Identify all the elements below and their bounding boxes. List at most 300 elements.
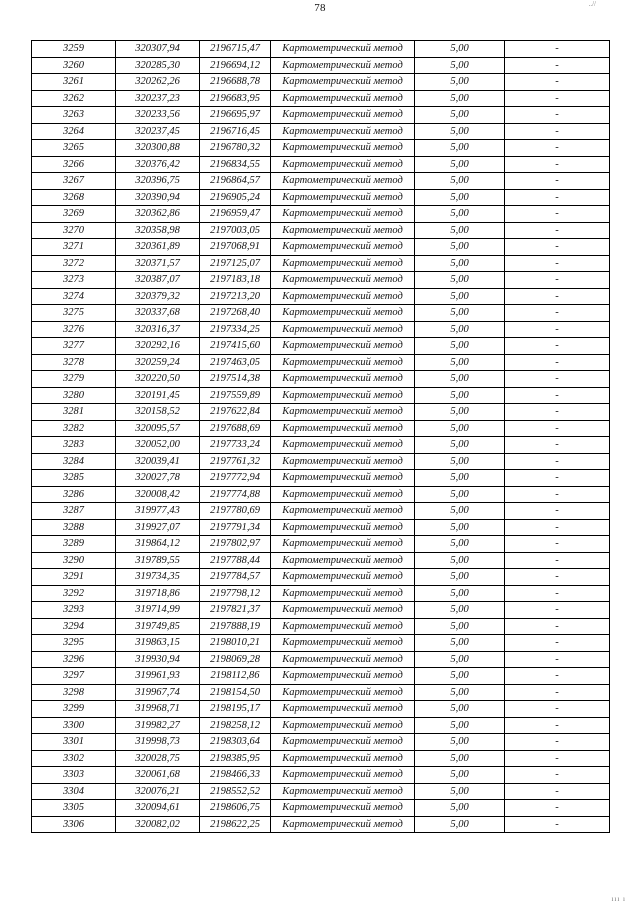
description-cell: - [505,288,610,305]
table-row [32,338,610,355]
x-coordinate-cell: 320237,23 [116,90,200,107]
accuracy-cell: 5,00 [415,453,505,470]
accuracy-cell: 5,00 [415,618,505,635]
y-coordinate-cell: 2197774,88 [200,486,271,503]
y-coordinate-cell: 2196780,32 [200,140,271,157]
accuracy-cell: 5,00 [415,585,505,602]
accuracy-cell: 5,00 [415,602,505,619]
x-coordinate-cell: 320358,98 [116,222,200,239]
accuracy-cell: 5,00 [415,255,505,272]
accuracy-cell: 5,00 [415,206,505,223]
accuracy-cell: 5,00 [415,156,505,173]
x-coordinate-cell: 320028,75 [116,750,200,767]
x-coordinate-cell: 320008,42 [116,486,200,503]
method-cell: Картометрический метод [271,156,415,173]
x-coordinate-cell: 320061,68 [116,767,200,784]
y-coordinate-cell: 2196905,24 [200,189,271,206]
method-cell: Картометрический метод [271,552,415,569]
description-cell: - [505,338,610,355]
x-coordinate-cell: 320316,37 [116,321,200,338]
description-cell: - [505,387,610,404]
description-cell: - [505,206,610,223]
method-cell: Картометрический метод [271,371,415,388]
description-cell: - [505,536,610,553]
point-number-cell: 3287 [32,503,116,520]
y-coordinate-cell: 2196694,12 [200,57,271,74]
point-number-cell: 3260 [32,57,116,74]
method-cell: Картометрический метод [271,288,415,305]
point-number-cell: 3297 [32,668,116,685]
y-coordinate-cell: 2198622,25 [200,816,271,833]
description-cell: - [505,552,610,569]
y-coordinate-cell: 2197791,34 [200,519,271,536]
x-coordinate-cell: 319967,74 [116,684,200,701]
table-row [32,470,610,487]
method-cell: Картометрический метод [271,618,415,635]
method-cell: Картометрический метод [271,651,415,668]
description-cell: - [505,602,610,619]
point-number-cell: 3278 [32,354,116,371]
accuracy-cell: 5,00 [415,783,505,800]
method-cell: Картометрический метод [271,437,415,454]
point-number-cell: 3293 [32,602,116,619]
x-coordinate-cell: 320220,50 [116,371,200,388]
description-cell: - [505,239,610,256]
top-corner-mark: ..// [588,0,596,8]
method-cell: Картометрический метод [271,569,415,586]
method-cell: Картометрический метод [271,239,415,256]
description-cell: - [505,321,610,338]
table-row [32,371,610,388]
x-coordinate-cell: 319714,99 [116,602,200,619]
point-number-cell: 3269 [32,206,116,223]
y-coordinate-cell: 2197622,84 [200,404,271,421]
point-number-cell: 3264 [32,123,116,140]
method-cell: Картометрический метод [271,684,415,701]
point-number-cell: 3288 [32,519,116,536]
description-cell: - [505,305,610,322]
y-coordinate-cell: 2198385,95 [200,750,271,767]
table-row [32,767,610,784]
method-cell: Картометрический метод [271,123,415,140]
point-number-cell: 3263 [32,107,116,124]
y-coordinate-cell: 2197780,69 [200,503,271,520]
description-cell: - [505,750,610,767]
table-row [32,519,610,536]
description-cell: - [505,470,610,487]
accuracy-cell: 5,00 [415,57,505,74]
x-coordinate-cell: 320300,88 [116,140,200,157]
accuracy-cell: 5,00 [415,651,505,668]
y-coordinate-cell: 2197788,44 [200,552,271,569]
y-coordinate-cell: 2197888,19 [200,618,271,635]
point-number-cell: 3277 [32,338,116,355]
y-coordinate-cell: 2196716,45 [200,123,271,140]
accuracy-cell: 5,00 [415,717,505,734]
x-coordinate-cell: 320237,45 [116,123,200,140]
x-coordinate-cell: 320262,26 [116,74,200,91]
table-row [32,74,610,91]
description-cell: - [505,173,610,190]
y-coordinate-cell: 2196715,47 [200,41,271,58]
coordinates-table [31,40,610,833]
method-cell: Картометрический метод [271,734,415,751]
accuracy-cell: 5,00 [415,569,505,586]
table-row [32,206,610,223]
y-coordinate-cell: 2197559,89 [200,387,271,404]
table-row [32,123,610,140]
description-cell: - [505,767,610,784]
table-row [32,800,610,817]
y-coordinate-cell: 2198195,17 [200,701,271,718]
accuracy-cell: 5,00 [415,767,505,784]
y-coordinate-cell: 2197463,05 [200,354,271,371]
table-row [32,783,610,800]
point-number-cell: 3302 [32,750,116,767]
x-coordinate-cell: 319734,35 [116,569,200,586]
accuracy-cell: 5,00 [415,189,505,206]
y-coordinate-cell: 2197514,38 [200,371,271,388]
description-cell: - [505,635,610,652]
description-cell: - [505,486,610,503]
x-coordinate-cell: 319968,71 [116,701,200,718]
x-coordinate-cell: 320371,57 [116,255,200,272]
table-row [32,272,610,289]
x-coordinate-cell: 320376,42 [116,156,200,173]
point-number-cell: 3298 [32,684,116,701]
x-coordinate-cell: 319982,27 [116,717,200,734]
point-number-cell: 3265 [32,140,116,157]
point-number-cell: 3276 [32,321,116,338]
description-cell: - [505,668,610,685]
accuracy-cell: 5,00 [415,470,505,487]
description-cell: - [505,189,610,206]
point-number-cell: 3295 [32,635,116,652]
accuracy-cell: 5,00 [415,140,505,157]
y-coordinate-cell: 2198466,33 [200,767,271,784]
x-coordinate-cell: 320076,21 [116,783,200,800]
point-number-cell: 3279 [32,371,116,388]
method-cell: Картометрический метод [271,173,415,190]
table-row [32,503,610,520]
accuracy-cell: 5,00 [415,519,505,536]
table-row [32,57,610,74]
x-coordinate-cell: 320052,00 [116,437,200,454]
description-cell: - [505,90,610,107]
y-coordinate-cell: 2197798,12 [200,585,271,602]
method-cell: Картометрический метод [271,701,415,718]
method-cell: Картометрический метод [271,255,415,272]
accuracy-cell: 5,00 [415,635,505,652]
table-row [32,486,610,503]
table-row [32,569,610,586]
accuracy-cell: 5,00 [415,222,505,239]
description-cell: - [505,404,610,421]
description-cell: - [505,420,610,437]
x-coordinate-cell: 319718,86 [116,585,200,602]
method-cell: Картометрический метод [271,41,415,58]
point-number-cell: 3290 [32,552,116,569]
table-row [32,41,610,58]
x-coordinate-cell: 320094,61 [116,800,200,817]
table-row [32,255,610,272]
description-cell: - [505,701,610,718]
method-cell: Картометрический метод [271,189,415,206]
point-number-cell: 3289 [32,536,116,553]
point-number-cell: 3305 [32,800,116,817]
x-coordinate-cell: 320379,32 [116,288,200,305]
accuracy-cell: 5,00 [415,354,505,371]
y-coordinate-cell: 2198010,21 [200,635,271,652]
accuracy-cell: 5,00 [415,305,505,322]
point-number-cell: 3299 [32,701,116,718]
point-number-cell: 3274 [32,288,116,305]
x-coordinate-cell: 320292,16 [116,338,200,355]
method-cell: Картометрический метод [271,635,415,652]
method-cell: Картометрический метод [271,272,415,289]
table-row [32,701,610,718]
y-coordinate-cell: 2198552,52 [200,783,271,800]
accuracy-cell: 5,00 [415,684,505,701]
table-row [32,189,610,206]
table-row [32,354,610,371]
description-cell: - [505,734,610,751]
x-coordinate-cell: 320285,30 [116,57,200,74]
description-cell: - [505,41,610,58]
method-cell: Картометрический метод [271,57,415,74]
point-number-cell: 3296 [32,651,116,668]
accuracy-cell: 5,00 [415,123,505,140]
x-coordinate-cell: 320039,41 [116,453,200,470]
accuracy-cell: 5,00 [415,288,505,305]
table-row [32,618,610,635]
description-cell: - [505,816,610,833]
table-row [32,156,610,173]
method-cell: Картометрический метод [271,585,415,602]
x-coordinate-cell: 319789,55 [116,552,200,569]
table-row [32,750,610,767]
table-row [32,437,610,454]
description-cell: - [505,783,610,800]
y-coordinate-cell: 2197688,69 [200,420,271,437]
point-number-cell: 3281 [32,404,116,421]
method-cell: Картометрический метод [271,800,415,817]
description-cell: - [505,354,610,371]
accuracy-cell: 5,00 [415,41,505,58]
x-coordinate-cell: 320362,86 [116,206,200,223]
point-number-cell: 3273 [32,272,116,289]
table-row [32,90,610,107]
description-cell: - [505,437,610,454]
y-coordinate-cell: 2197761,32 [200,453,271,470]
description-cell: - [505,57,610,74]
accuracy-cell: 5,00 [415,74,505,91]
point-number-cell: 3301 [32,734,116,751]
y-coordinate-cell: 2198154,50 [200,684,271,701]
table-row [32,602,610,619]
table-row [32,536,610,553]
y-coordinate-cell: 2197003,05 [200,222,271,239]
method-cell: Картометрический метод [271,602,415,619]
point-number-cell: 3285 [32,470,116,487]
accuracy-cell: 5,00 [415,536,505,553]
y-coordinate-cell: 2198112,86 [200,668,271,685]
description-cell: - [505,107,610,124]
table-row [32,635,610,652]
x-coordinate-cell: 319977,43 [116,503,200,520]
y-coordinate-cell: 2197772,94 [200,470,271,487]
x-coordinate-cell: 319749,85 [116,618,200,635]
table-row [32,404,610,421]
point-number-cell: 3261 [32,74,116,91]
method-cell: Картометрический метод [271,783,415,800]
method-cell: Картометрический метод [271,222,415,239]
table-row [32,420,610,437]
method-cell: Картометрический метод [271,90,415,107]
table-row [32,288,610,305]
y-coordinate-cell: 2197125,07 [200,255,271,272]
table-row [32,717,610,734]
table-row [32,140,610,157]
accuracy-cell: 5,00 [415,239,505,256]
x-coordinate-cell: 319998,73 [116,734,200,751]
table-row [32,387,610,404]
y-coordinate-cell: 2197733,24 [200,437,271,454]
accuracy-cell: 5,00 [415,734,505,751]
table-row [32,453,610,470]
point-number-cell: 3259 [32,41,116,58]
point-number-cell: 3294 [32,618,116,635]
table-row [32,173,610,190]
method-cell: Картометрический метод [271,140,415,157]
method-cell: Картометрический метод [271,470,415,487]
accuracy-cell: 5,00 [415,321,505,338]
x-coordinate-cell: 319930,94 [116,651,200,668]
description-cell: - [505,272,610,289]
description-cell: - [505,618,610,635]
method-cell: Картометрический метод [271,338,415,355]
point-number-cell: 3271 [32,239,116,256]
description-cell: - [505,140,610,157]
method-cell: Картометрический метод [271,107,415,124]
accuracy-cell: 5,00 [415,338,505,355]
method-cell: Картометрический метод [271,717,415,734]
point-number-cell: 3266 [32,156,116,173]
description-cell: - [505,503,610,520]
description-cell: - [505,569,610,586]
point-number-cell: 3262 [32,90,116,107]
method-cell: Картометрический метод [271,420,415,437]
y-coordinate-cell: 2196683,95 [200,90,271,107]
y-coordinate-cell: 2197213,20 [200,288,271,305]
accuracy-cell: 5,00 [415,437,505,454]
x-coordinate-cell: 320233,56 [116,107,200,124]
y-coordinate-cell: 2197415,60 [200,338,271,355]
description-cell: - [505,651,610,668]
method-cell: Картометрический метод [271,536,415,553]
description-cell: - [505,519,610,536]
accuracy-cell: 5,00 [415,701,505,718]
table-row [32,321,610,338]
method-cell: Картометрический метод [271,206,415,223]
description-cell: - [505,585,610,602]
method-cell: Картометрический метод [271,387,415,404]
table-row [32,305,610,322]
table-row [32,816,610,833]
accuracy-cell: 5,00 [415,107,505,124]
y-coordinate-cell: 2197268,40 [200,305,271,322]
description-cell: - [505,371,610,388]
point-number-cell: 3292 [32,585,116,602]
description-cell: - [505,74,610,91]
y-coordinate-cell: 2196864,57 [200,173,271,190]
method-cell: Картометрический метод [271,816,415,833]
page-number: 78 [314,2,326,14]
method-cell: Картометрический метод [271,453,415,470]
point-number-cell: 3306 [32,816,116,833]
table-row [32,552,610,569]
x-coordinate-cell: 320361,89 [116,239,200,256]
table-row [32,668,610,685]
y-coordinate-cell: 2198606,75 [200,800,271,817]
y-coordinate-cell: 2196959,47 [200,206,271,223]
y-coordinate-cell: 2197821,37 [200,602,271,619]
x-coordinate-cell: 320396,75 [116,173,200,190]
y-coordinate-cell: 2197068,91 [200,239,271,256]
accuracy-cell: 5,00 [415,750,505,767]
table-row [32,107,610,124]
accuracy-cell: 5,00 [415,272,505,289]
method-cell: Картометрический метод [271,305,415,322]
table-row [32,585,610,602]
accuracy-cell: 5,00 [415,420,505,437]
method-cell: Картометрический метод [271,354,415,371]
x-coordinate-cell: 320191,45 [116,387,200,404]
y-coordinate-cell: 2198303,64 [200,734,271,751]
y-coordinate-cell: 2196834,55 [200,156,271,173]
x-coordinate-cell: 320387,07 [116,272,200,289]
description-cell: - [505,800,610,817]
description-cell: - [505,156,610,173]
y-coordinate-cell: 2197784,57 [200,569,271,586]
point-number-cell: 3282 [32,420,116,437]
y-coordinate-cell: 2197334,25 [200,321,271,338]
accuracy-cell: 5,00 [415,816,505,833]
x-coordinate-cell: 320158,52 [116,404,200,421]
accuracy-cell: 5,00 [415,173,505,190]
accuracy-cell: 5,00 [415,503,505,520]
point-number-cell: 3300 [32,717,116,734]
method-cell: Картометрический метод [271,503,415,520]
x-coordinate-cell: 320337,68 [116,305,200,322]
point-number-cell: 3286 [32,486,116,503]
table-row [32,684,610,701]
accuracy-cell: 5,00 [415,371,505,388]
point-number-cell: 3283 [32,437,116,454]
description-cell: - [505,453,610,470]
method-cell: Картометрический метод [271,486,415,503]
description-cell: - [505,717,610,734]
x-coordinate-cell: 319927,07 [116,519,200,536]
accuracy-cell: 5,00 [415,668,505,685]
method-cell: Картометрический метод [271,668,415,685]
method-cell: Картометрический метод [271,74,415,91]
accuracy-cell: 5,00 [415,800,505,817]
description-cell: - [505,255,610,272]
x-coordinate-cell: 319864,12 [116,536,200,553]
point-number-cell: 3272 [32,255,116,272]
x-coordinate-cell: 320082,02 [116,816,200,833]
